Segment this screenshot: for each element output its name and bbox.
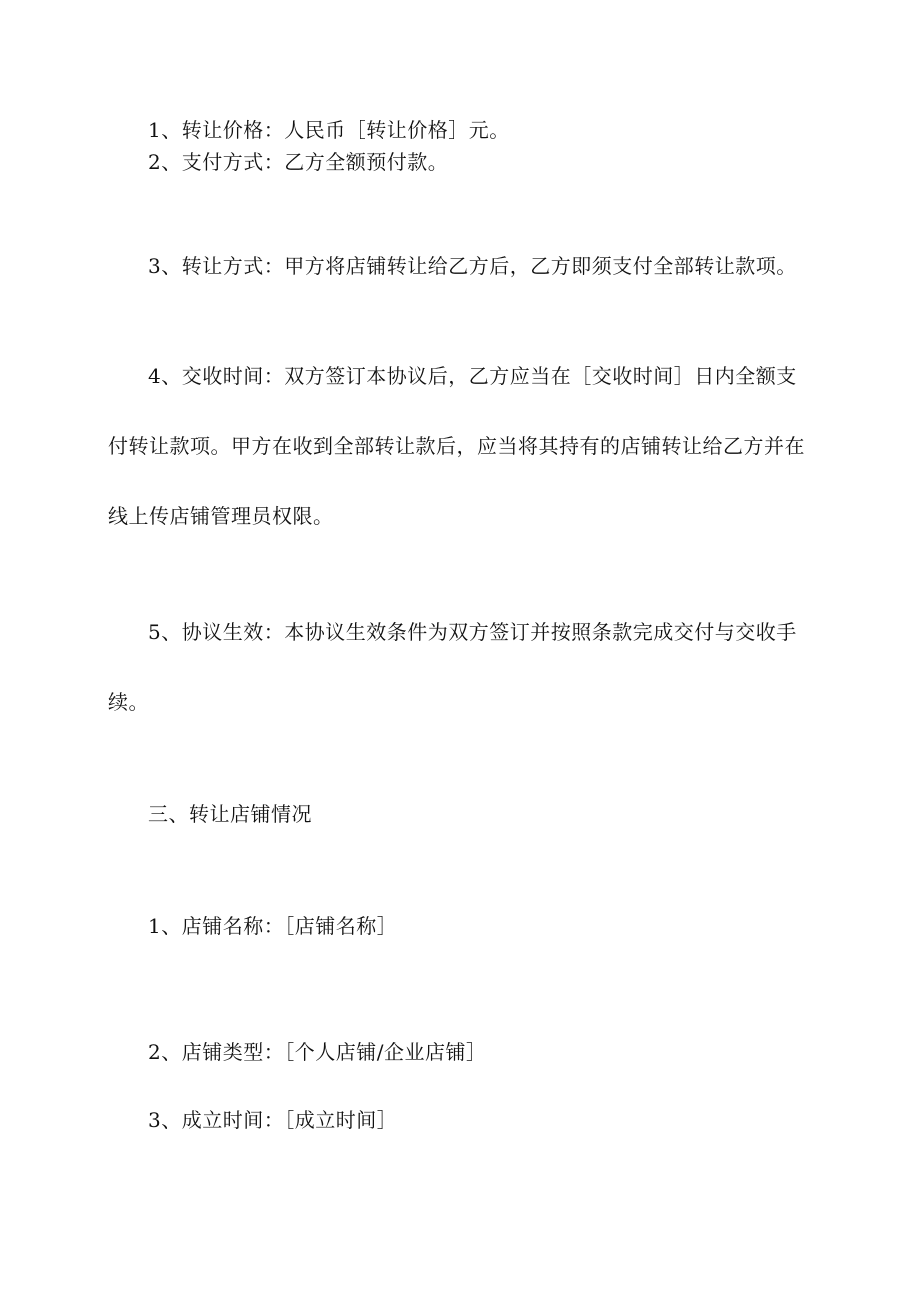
clause-delivery-time-line-3: 线上传店铺管理员权限。 — [108, 504, 334, 528]
established-time-line: 3、成立时间：［成立时间］ — [148, 1108, 398, 1132]
clause-delivery-time-line-1: 4、交收时间：双方签订本协议后，乙方应当在［交收时间］日内全额支 — [148, 364, 797, 388]
clause-delivery-time-line-2: 付转让款项。甲方在收到全部转让款后，应当将其持有的店铺转让给乙方并在 — [108, 434, 805, 458]
shop-type-line: 2、店铺类型：［个人店铺/企业店铺］ — [148, 1040, 487, 1064]
clause-payment-method: 2、支付方式：乙方全额预付款。 — [148, 150, 449, 174]
section-heading-shop-info: 三、转让店铺情况 — [148, 802, 312, 826]
shop-name-line: 1、店铺名称：［店铺名称］ — [148, 914, 398, 938]
clause-agreement-effect-line-1: 5、协议生效：本协议生效条件为双方签订并按照条款完成交付与交收手 — [148, 620, 797, 644]
clause-transfer-method: 3、转让方式：甲方将店铺转让给乙方后，乙方即须支付全部转让款项。 — [148, 254, 797, 278]
clause-agreement-effect-line-2: 续。 — [108, 690, 149, 714]
clause-transfer-price: 1、转让价格：人民币［转让价格］元。 — [148, 118, 510, 142]
